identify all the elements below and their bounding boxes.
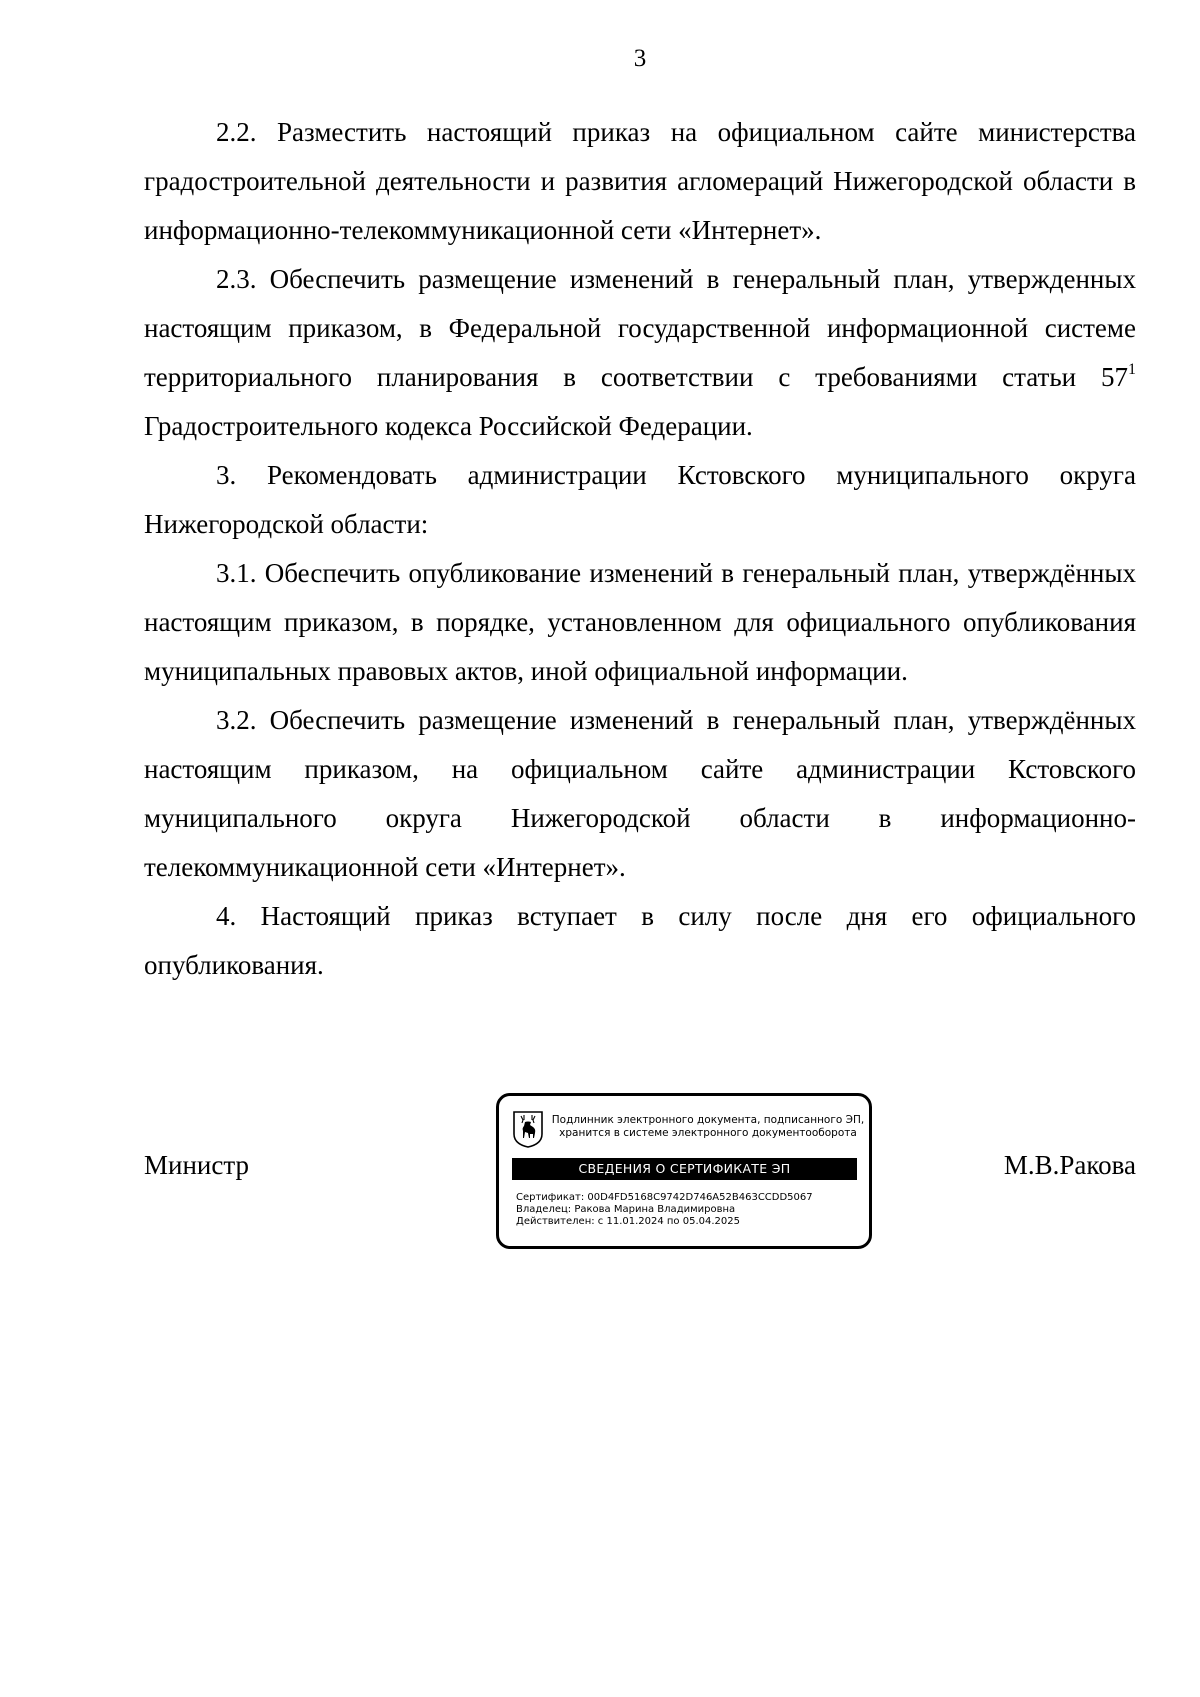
certificate-number: Сертификат: 00D4FD5168C9742D746A52B463CCDD5067 — [516, 1192, 813, 1203]
stamp-note — [549, 1114, 867, 1140]
stamp-header: СВЕДЕНИЯ О СЕРТИФИКАТЕ ЭП — [512, 1158, 857, 1180]
signer-position: Министр — [144, 1150, 249, 1180]
signer-name: М.В.Ракова — [1003, 1150, 1136, 1180]
certificate-validity: Действителен: с 11.01.2024 по 05.04.2025 — [516, 1216, 740, 1227]
page-number: 3 — [633, 45, 647, 72]
paragraph-3: 3. Рекомендовать администрации Кстовского муниципального округа Нижегородской области: — [144, 460, 1136, 539]
paragraph-3-2: 3.2. Обеспечить размещение изменений в генеральный план, утверждённых настоящим приказом, на официальном сайте администрации Кстовского муниципального округа Нижегородской области в информационно-телекоммуникационной сети «Интернет». — [144, 705, 1136, 882]
stamp-note-line-2: хранится в системе электронного документооборота — [559, 1127, 857, 1139]
article-superscript: 1 — [1128, 361, 1136, 378]
certificate-details — [516, 1192, 861, 1228]
nizhny-novgorod-deer-emblem-icon — [512, 1110, 544, 1148]
electronic-signature-stamp — [496, 1093, 872, 1249]
stamp-note-line-1: Подлинник электронного документа, подписанного ЭП, — [551, 1114, 865, 1126]
paragraph-2-3-tail: Градостроительного кодекса Российской Федерации. — [144, 411, 753, 441]
paragraph-3-1: 3.1. Обеспечить опубликование изменений в генеральный план, утверждённых настоящим приказом, в порядке, установленном для официального опубликования муниципальных правовых актов, иной официальной информации. — [144, 558, 1136, 686]
paragraph-2-2: 2.2. Разместить настоящий приказ на официальном сайте министерства градостроительной деятельности и развития агломераций Нижегородской области в информационно-телекоммуникационной сети «Интернет». — [144, 117, 1136, 245]
document-body — [144, 108, 1136, 990]
paragraph-4: 4. Настоящий приказ вступает в силу после дня его официального опубликования. — [144, 901, 1136, 980]
signature-block — [144, 1093, 1136, 1263]
paragraph-2-3-text: 2.3. Обеспечить размещение изменений в генеральный план, утвержденных настоящим приказом, в Федеральной государственной информационной системе территориального планирования в соответствии с требованиями статьи 57 — [144, 264, 1136, 392]
paragraph-2-3 — [144, 255, 1136, 451]
certificate-owner: Владелец: Ракова Марина Владимировна — [516, 1204, 736, 1215]
